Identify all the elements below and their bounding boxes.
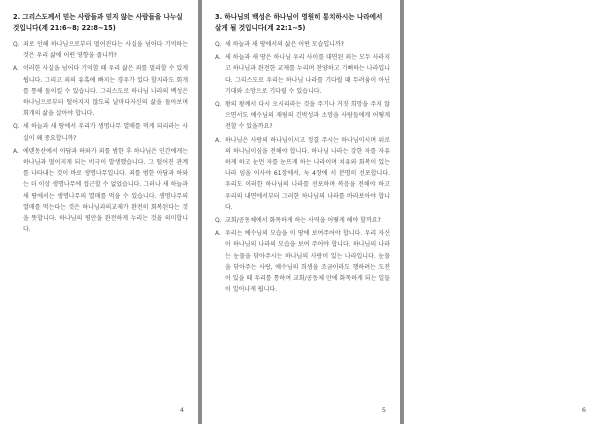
answer-label: A. xyxy=(13,147,19,155)
question-label: Q. xyxy=(13,41,20,48)
answer-label: A. xyxy=(215,136,221,144)
answer-label: A. xyxy=(215,230,221,238)
answer-text: 새 하늘과 새 땅은 하나님 우리 사이를 대면된 죄는 모두 사라지고 하나님과 완전한 교제를 누리며 찬양하고 기뻐하는 나라입니다. 그리스도로 우리는 하나님 나라를 기다릴 때 두려움이 아닌 기대와 소망으로 기다릴 수 있습니다. xyxy=(225,54,390,95)
page-number: 4 xyxy=(179,406,184,414)
question-item xyxy=(13,121,188,143)
page-6 xyxy=(404,0,600,424)
question-label: Q. xyxy=(215,41,222,48)
question-item xyxy=(215,99,390,133)
answer-item xyxy=(13,63,188,119)
answer-item xyxy=(215,52,390,97)
question-text: 죄로 인해 하나님으로부터 떨어진다는 사실을 넘어다 기억하는 것은 우리 삶에 어떤 영향을 줍니까? xyxy=(23,41,188,60)
page-5 xyxy=(202,0,400,424)
answer-text: 하나님은 사랑의 하나님이시고 정결 주시는 하나님이시며 위로의 하나님이심을 전해야 합니다. 하나님 나라는 강한 자를 자유하게 하고 눈먼 자를 눈뜨게 하는 나라이며 치유와 회복이 있는 나라 임을 이사야 61장에서, 눅 4장에 서 분명히 선포합니다. 우리도 이러한 하나님의 나라를 선포하며 복음을 전해야 하고 우리의 내면에서부터 그러한 하나님의 나라를 바라보아야 합니다. xyxy=(225,136,390,211)
answer-text: 우리는 예수님의 모습을 이 땅에 보여주어야 합니다. 우리 자신이 하나님의 나라의 모습을 보여 주어야 합니다. 하나님의 나라는 눈물을 닦아주시는 하나님의 사랑이 있는 나라입니다. 눈물을 닦아주는 사랑, 예수님의 희생을 조금이라도 행하려는 도전이 있을 때 우리를 통하여 교회/공동체 안에 화목하게 되는 일들이 일어나게 됩니다. xyxy=(225,230,390,294)
answer-item xyxy=(215,228,390,295)
answer-item xyxy=(13,146,188,236)
answer-text: 에덴동산에서 아담과 하와가 죄를 범한 후 하나님은 인간에게는 하나님과 떨어지게 되는 비극이 발생했습니다. 그 떨어진 관계를 나타내는 것이 바로 생명나무입니다. 죄를 범한 아담과 하와는 더 이상 생명나무에 접근할 수 없었습니다. 그러나 새 하늘과 새 땅에서는 생명나무의 열매를 먹을 수 있습니다. 생명나무의 열매를 먹는다는 것은 하나님과의교제가 완전히 회복된다는 것을 뜻합니다. 하나님의 평안을 완전하게 누리는 것을 의미합니다. xyxy=(23,147,188,234)
question-label: Q. xyxy=(215,101,222,109)
question-text: 새 하늘과 새 땅에서의 삶은 어떤 모습입니까? xyxy=(225,41,344,48)
page-4 xyxy=(0,0,198,424)
answer-label: A. xyxy=(13,65,19,73)
question-item xyxy=(215,39,390,50)
page-number: 5 xyxy=(381,406,386,414)
question-text: 새 하늘과 새 땅에서 우리가 생명나무 열매를 먹게 되리라는 사실이 왜 중요합니까? xyxy=(23,123,188,142)
answer-label: A. xyxy=(215,54,221,62)
question-item xyxy=(215,215,390,226)
question-item xyxy=(13,39,188,61)
question-label: Q. xyxy=(215,217,222,225)
page-number: 6 xyxy=(581,406,586,414)
section-title: 3. 하나님의 백성은 하나님이 영원히 통치하시는 나라에서 살게 될 것입니다(계 22:1~5) xyxy=(215,13,383,32)
section-title: 2. 그리스도께서 믿는 사람들과 믿지 않는 사람들을 나누실 것입니다(계 21:6~8; 22:8~15) xyxy=(13,13,183,32)
answer-text: 이러한 사실을 넘어다 기억할 때 우리 삶은 죄를 멀리할 수 있게 됩니다. 그리고 죄의 유혹에 빠지는 경우가 있다 할지라도 회개를 통해 돌이킬 수 있습니다. 그리스도로 하나님 나라의 백성은 하나님으로부터 떨어지지 않도록 날마다자신의 삶을 돌아보며 회개의 삶을 살아야 합니다. xyxy=(23,65,188,118)
question-text: 교회/공동체에서 화목하게 하는 사역을 어떻게 해야 할까요? xyxy=(225,217,381,225)
answer-item xyxy=(215,135,390,213)
question-text: 왕의 왕께서 다시 오시리라는 것을 주기나 거짓 희망을 주지 않으면서도 예수님의 재림의 긴박성과 소망을 사람들에게 어떻게 전할 수 있을까요? xyxy=(225,101,390,131)
question-label: Q. xyxy=(13,123,20,131)
